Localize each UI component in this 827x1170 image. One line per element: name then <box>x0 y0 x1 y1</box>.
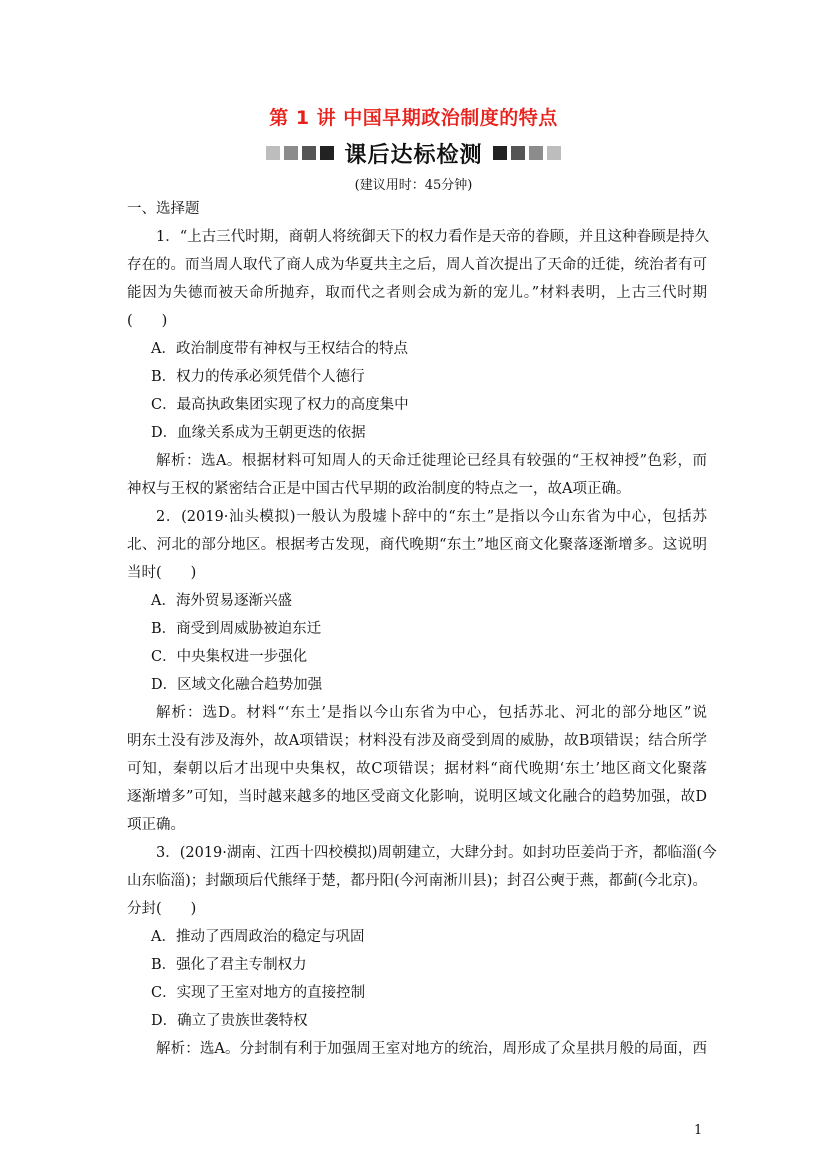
question-2-option-d: D．区域文化融合趋势加强 <box>151 677 323 693</box>
question-2-stem-line: 2．(2019·汕头模拟)一般认为殷墟卜辞中的“东土”是指以今山东省为中心，包括苏 <box>156 509 707 525</box>
question-2-analysis-line: 可知，秦朝以后才出现中央集权，故C项错误；据材料“商代晚期‘东土’地区商文化聚落 <box>127 761 707 777</box>
lesson-title: 第 1 讲 中国早期政治制度的特点 <box>269 107 558 129</box>
question-body <box>127 195 717 1063</box>
question-3-option-d: D．确立了贵族世袭特权 <box>151 1013 308 1029</box>
question-1-stem-line: ( ) <box>127 313 168 329</box>
question-2-option-b: B．商受到周威胁被迫东迁 <box>151 621 322 637</box>
question-3-analysis-line: 解析：选A。分封制有利于加强周王室对地方的统治，周形成了众星拱月般的局面，西 <box>156 1041 707 1057</box>
question-2-stem-line: 北、河北的部分地区。根据考古发现，商代晚期“东土”地区商文化聚落逐渐增多。这说明 <box>127 537 707 553</box>
question-2-analysis-line: 逐渐增多”可知，当时越来越多的地区受商文化影响，说明区域文化融合的趋势加强，故D <box>127 789 707 805</box>
question-3-stem-line: 3．(2019·湖南、江西十四校模拟)周朝建立，大肆分封。如封功臣姜尚于齐，都临淄(今 <box>156 845 717 861</box>
banner-right-squares <box>493 146 561 160</box>
question-3-option-c: C．实现了王室对地方的直接控制 <box>151 985 366 1001</box>
question-3-stem-line: 分封( ) <box>127 901 197 917</box>
page-number: 1 <box>694 1123 703 1138</box>
question-2-option-a: A．海外贸易逐渐兴盛 <box>151 593 292 609</box>
section-heading: 一、选择题 <box>127 201 200 217</box>
section-banner <box>0 140 827 166</box>
suggested-time: (建议用时：45分钟) <box>354 178 473 193</box>
question-1-option-d: D．血缘关系成为王朝更迭的依据 <box>151 425 366 441</box>
question-2-analysis-line: 项正确。 <box>127 817 185 833</box>
question-1-stem-line: 存在的。而当周人取代了商人成为华夏共主之后，周人首次提出了天命的迁徙，统治者有可 <box>127 257 707 273</box>
question-1-stem-line: 能因为失德而被天命所抛弃，取而代之者则会成为新的宠儿。”材料表明，上古三代时期 <box>127 285 707 301</box>
question-3-option-b: B．强化了君主专制权力 <box>151 957 307 973</box>
question-1-analysis-line: 神权与王权的紧密结合正是中国古代早期的政治制度的特点之一，故A项正确。 <box>127 481 631 497</box>
banner-left-squares <box>266 146 334 160</box>
question-3-stem-line: 山东临淄)；封颛顼后代熊绎于楚，都丹阳(今河南淅川县)；封召公奭于燕，都蓟(今北京)。 <box>127 873 707 889</box>
question-1-option-a: A．政治制度带有神权与王权结合的特点 <box>151 341 408 357</box>
question-1-option-c: C．最高执政集团实现了权力的高度集中 <box>151 397 409 413</box>
question-3-option-a: A．推动了西周政治的稳定与巩固 <box>151 929 365 945</box>
question-1-stem-line: 1．“上古三代时期，商朝人将统御天下的权力看作是天帝的眷顾，并且这种眷顾是持久 <box>156 229 710 245</box>
question-1-option-b: B．权力的传承必须凭借个人德行 <box>151 369 365 385</box>
question-2-option-c: C．中央集权进一步强化 <box>151 649 308 665</box>
question-2-stem-line: 当时( ) <box>127 565 197 581</box>
question-2-analysis-line: 解析：选D。材料“‘东土’是指以今山东省为中心，包括苏北、河北的部分地区”说 <box>156 705 707 721</box>
question-1-analysis-line: 解析：选A。根据材料可知周人的天命迁徙理论已经具有较强的“王权神授”色彩，而 <box>156 453 707 469</box>
banner-title: 课后达标检测 <box>344 142 483 168</box>
question-2-analysis-line: 明东土没有涉及海外，故A项错误；材料没有涉及商受到周的威胁，故B项错误；结合所学 <box>127 733 707 749</box>
